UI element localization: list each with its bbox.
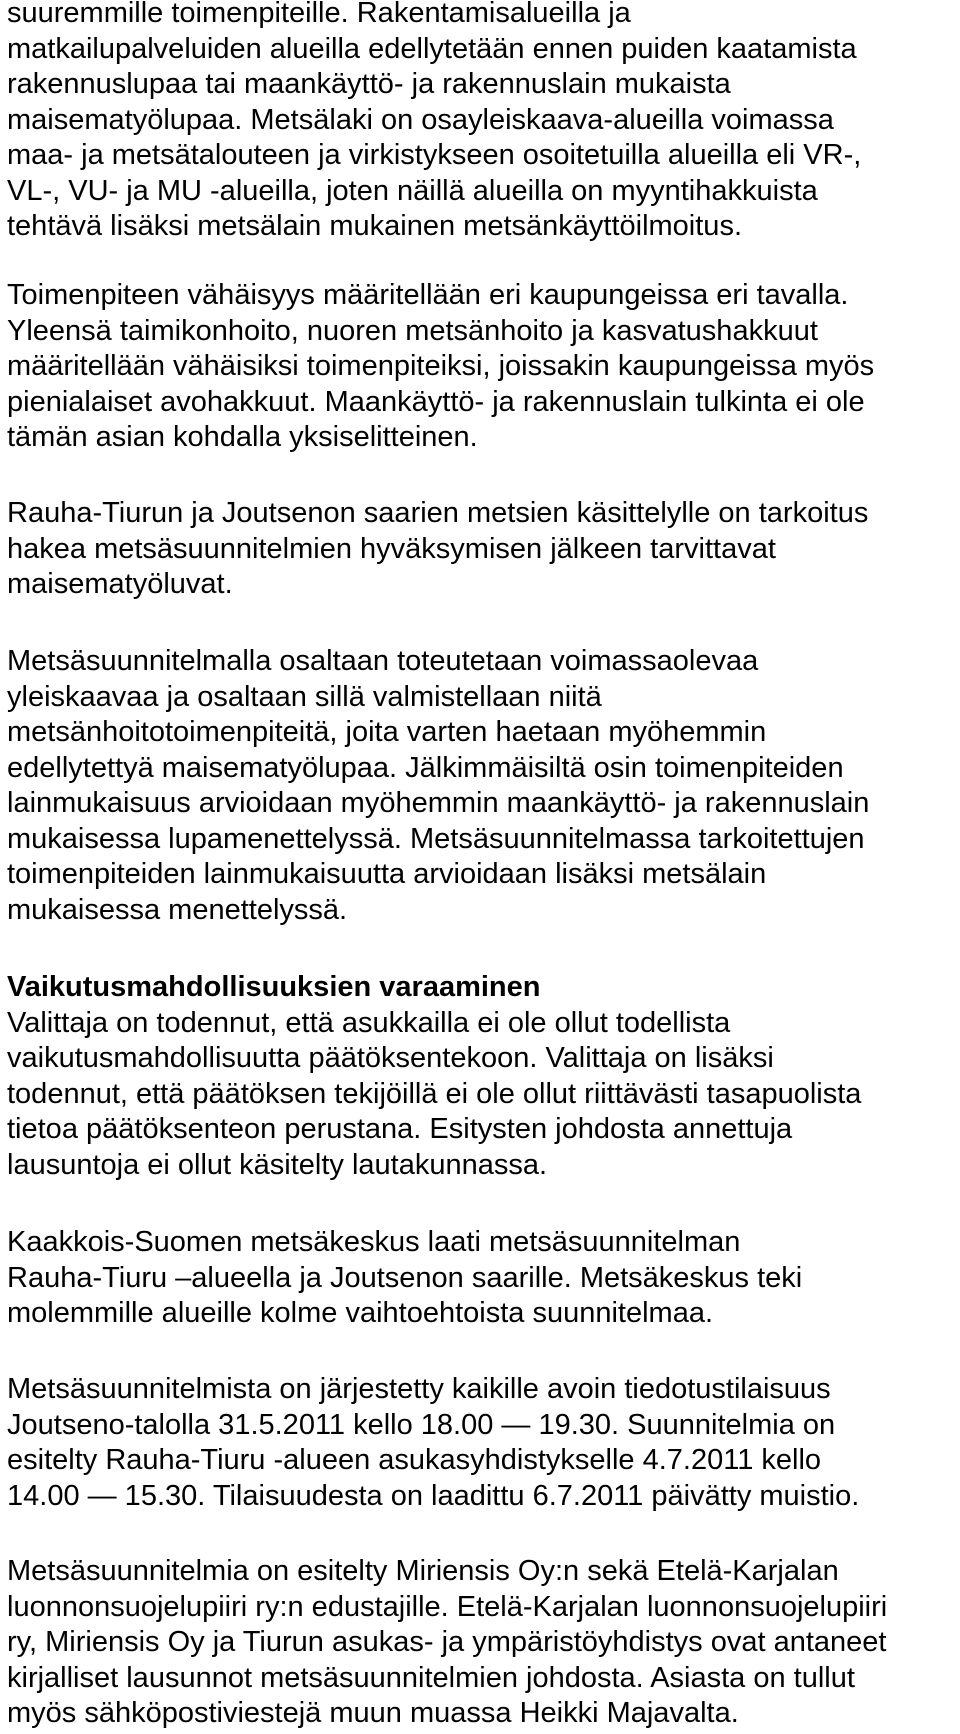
text-line: VL-, VU- ja MU -alueilla, joten näillä alueilla on myyntihakkuista: [7, 174, 818, 207]
text-line: Metsäsuunnitelmista on järjestetty kaikille avoin tiedotustilaisuus: [7, 1373, 831, 1405]
text-line: edellytettyä maisematyölupaa. Jälkimmäisiltä osin toimenpiteiden: [7, 751, 844, 784]
text-line: Kaakkois-Suomen metsäkeskus laati metsäsuunnitelman: [7, 1226, 741, 1258]
text-line: toimenpiteiden lainmukaisuutta arvioidaan lisäksi metsälain: [7, 858, 767, 890]
text-line: vaikutusmahdollisuutta päätöksentekoon. Valittaja on lisäksi: [7, 1042, 774, 1074]
text-line: Yleensä taimikonhoito, nuoren metsänhoito ja kasvatushakkuut: [7, 314, 818, 347]
text-line: yleiskaavaa ja osaltaan sillä valmistellaan niitä: [7, 680, 602, 713]
text-line: pienialaiset avohakkuut. Maankäyttö- ja rakennuslain tulkinta ei ole: [7, 385, 865, 418]
text-line: tämän asian kohdalla yksiselitteinen.: [7, 421, 478, 453]
text-line: luonnonsuojelupiiri ry:n edustajille. Etelä-Karjalan luonnonsuojelupiiri: [7, 1590, 888, 1623]
text-line: Rauha-Tiurun ja Joutsenon saarien metsien käsittelylle on tarkoitus: [7, 497, 869, 529]
paragraph-minor-measures: [7, 278, 874, 456]
text-line: myös sähköpostiviestejä muun muassa Heikki Majavalta.: [7, 1697, 739, 1729]
text-line: Toimenpiteen vähäisyys määritellään eri kaupungeissa eri tavalla.: [7, 279, 849, 311]
text-line: määritellään vähäisiksi toimenpiteiksi, joissakin kaupungeissa myös: [7, 350, 875, 382]
paragraph-land-use-permits: [7, 0, 861, 245]
text-line: maisematyöluvat.: [7, 568, 233, 600]
paragraph-forest-plan: [7, 644, 869, 928]
text-line: 14.00 — 15.30. Tilaisuudesta on laadittu 6.7.2011 päivätty muistio.: [7, 1479, 860, 1512]
section-influence-opportunities: [7, 970, 861, 1183]
text-line: todennut, että päätöksen tekijöillä ei ole ollut riittävästi tasapuolista: [7, 1077, 862, 1110]
text-line: Metsäsuunnitelmia on esitelty Miriensis Oy:n sekä Etelä-Karjalan: [7, 1555, 839, 1587]
text-line: tehtävä lisäksi metsälain mukainen metsänkäyttöilmoitus.: [7, 210, 742, 242]
text-line: ry, Miriensis Oy ja Tiurun asukas- ja ympäristöyhdistys ovat antaneet: [7, 1626, 887, 1658]
text-line: mukaisessa lupamenettelyssä. Metsäsuunnitelmassa tarkoitettujen: [7, 822, 865, 855]
text-line: maisematyölupaa. Metsälaki on osayleiskaava-alueilla voimassa: [7, 103, 834, 136]
text-line: lainmukaisuus arvioidaan myöhemmin maankäyttö- ja rakennuslain: [7, 787, 870, 819]
text-line: metsänhoitotoimenpiteitä, joita varten haetaan myöhemmin: [7, 716, 767, 748]
paragraph-landscape-permits: [7, 496, 868, 603]
text-line: maa- ja metsätalouteen ja virkistykseen osoitetuilla alueilla eli VR-,: [7, 139, 862, 171]
text-line: suuremmille toimenpiteille. Rakentamisalueilla ja: [7, 0, 631, 29]
section-heading: Vaikutusmahdollisuuksien varaaminen: [7, 971, 541, 1003]
text-line: matkailupalveluiden alueilla edellytetään ennen puiden kaatamista: [7, 32, 857, 65]
paragraph-forest-centre: [7, 1225, 802, 1332]
text-line: hakea metsäsuunnitelmien hyväksymisen jälkeen tarvittavat: [7, 532, 776, 565]
paragraph-info-sessions: [7, 1372, 859, 1514]
text-line: kirjalliset lausunnot metsäsuunnitelmien johdosta. Asiasta on tullut: [7, 1661, 855, 1694]
text-line: rakennuslupaa tai maankäyttö- ja rakennuslain mukaista: [7, 68, 731, 100]
text-line: Valittaja on todennut, että asukkailla ei ole ollut todellista: [7, 1006, 731, 1039]
text-line: molemmille alueille kolme vaihtoehtoista suunnitelmaa.: [7, 1297, 714, 1329]
text-line: Metsäsuunnitelmalla osaltaan toteutetaan voimassaolevaa: [7, 645, 759, 677]
text-line: tietoa päätöksenteon perustana. Esitysten johdosta annettuja: [7, 1113, 793, 1145]
text-line: Rauha-Tiuru –alueella ja Joutsenon saarille. Metsäkeskus teki: [7, 1261, 803, 1294]
text-line: esitelty Rauha-Tiuru -alueen asukasyhdistykselle 4.7.2011 kello: [7, 1444, 822, 1476]
text-line: Joutseno-talolla 31.5.2011 kello 18.00 — 19.30. Suunnitelmia on: [7, 1408, 836, 1441]
text-line: mukaisessa menettelyssä.: [7, 893, 348, 926]
text-line: lausuntoja ei ollut käsitelty lautakunnassa.: [7, 1148, 548, 1181]
paragraph-statements: [7, 1554, 887, 1732]
